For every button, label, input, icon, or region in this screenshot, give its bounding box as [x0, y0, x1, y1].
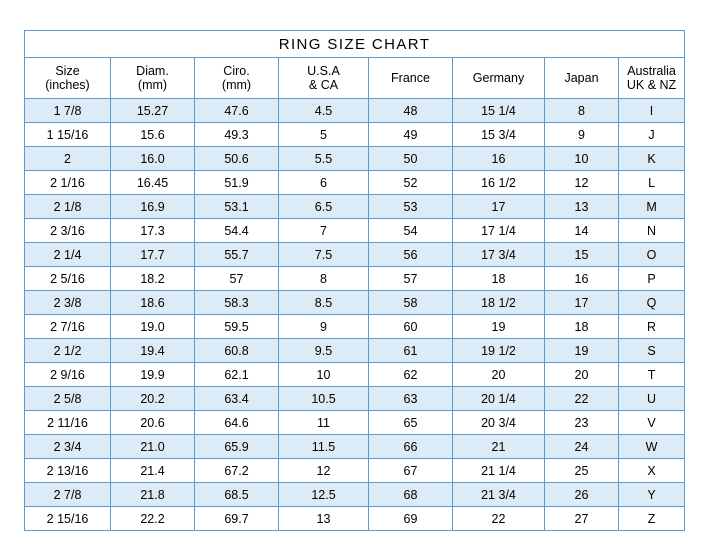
cell-australia: T	[619, 363, 685, 387]
cell-germany: 15 3/4	[453, 123, 545, 147]
cell-japan: 25	[545, 459, 619, 483]
cell-france: 49	[369, 123, 453, 147]
table-row	[25, 387, 685, 411]
column-header-size-line1: Size	[55, 64, 80, 78]
table-row	[25, 195, 685, 219]
cell-france: 69	[369, 507, 453, 531]
cell-australia: L	[619, 171, 685, 195]
cell-diameter: 21.8	[111, 483, 195, 507]
cell-australia: W	[619, 435, 685, 459]
cell-japan: 19	[545, 339, 619, 363]
cell-circumference: 49.3	[195, 123, 279, 147]
cell-circumference: 47.6	[195, 99, 279, 123]
cell-japan: 26	[545, 483, 619, 507]
title-row	[25, 31, 685, 58]
cell-australia: O	[619, 243, 685, 267]
column-header-france	[369, 58, 453, 99]
cell-france: 67	[369, 459, 453, 483]
ring-size-table	[24, 30, 685, 531]
cell-diameter: 18.2	[111, 267, 195, 291]
cell-size: 2 11/16	[25, 411, 111, 435]
cell-circumference: 67.2	[195, 459, 279, 483]
cell-diameter: 21.0	[111, 435, 195, 459]
table-row	[25, 435, 685, 459]
cell-australia: N	[619, 219, 685, 243]
table-row	[25, 507, 685, 531]
cell-circumference: 65.9	[195, 435, 279, 459]
table-row	[25, 339, 685, 363]
cell-usa-ca: 9.5	[279, 339, 369, 363]
table-row	[25, 315, 685, 339]
cell-australia: V	[619, 411, 685, 435]
cell-germany: 15 1/4	[453, 99, 545, 123]
cell-diameter: 21.4	[111, 459, 195, 483]
cell-diameter: 15.6	[111, 123, 195, 147]
cell-france: 54	[369, 219, 453, 243]
column-header-usa-ca-line2: & CA	[308, 78, 339, 92]
cell-japan: 12	[545, 171, 619, 195]
cell-germany: 16	[453, 147, 545, 171]
column-header-australia-line1: Australia	[627, 64, 676, 78]
cell-usa-ca: 7.5	[279, 243, 369, 267]
cell-japan: 22	[545, 387, 619, 411]
cell-diameter: 19.4	[111, 339, 195, 363]
cell-japan: 23	[545, 411, 619, 435]
table-row	[25, 459, 685, 483]
cell-germany: 20	[453, 363, 545, 387]
cell-usa-ca: 12	[279, 459, 369, 483]
cell-diameter: 17.7	[111, 243, 195, 267]
cell-usa-ca: 4.5	[279, 99, 369, 123]
column-header-size-line2: (inches)	[45, 78, 90, 92]
cell-germany: 16 1/2	[453, 171, 545, 195]
cell-usa-ca: 12.5	[279, 483, 369, 507]
column-header-circumference-line1: Ciro.	[223, 64, 250, 78]
column-header-australia-line2: UK & NZ	[626, 78, 677, 92]
cell-size: 1 15/16	[25, 123, 111, 147]
column-header-usa-ca	[279, 58, 369, 99]
cell-germany: 17 3/4	[453, 243, 545, 267]
cell-circumference: 58.3	[195, 291, 279, 315]
cell-circumference: 50.6	[195, 147, 279, 171]
cell-circumference: 60.8	[195, 339, 279, 363]
column-header-japan	[545, 58, 619, 99]
column-header-diameter	[111, 58, 195, 99]
column-header-diameter-line2: (mm)	[137, 78, 168, 92]
cell-japan: 16	[545, 267, 619, 291]
cell-france: 65	[369, 411, 453, 435]
cell-france: 60	[369, 315, 453, 339]
column-header-usa-ca-line1: U.S.A	[307, 64, 340, 78]
cell-australia: U	[619, 387, 685, 411]
column-header-france-line1: France	[391, 71, 430, 85]
cell-germany: 18	[453, 267, 545, 291]
cell-size: 2 7/16	[25, 315, 111, 339]
cell-australia: M	[619, 195, 685, 219]
cell-diameter: 17.3	[111, 219, 195, 243]
cell-diameter: 20.6	[111, 411, 195, 435]
cell-diameter: 19.9	[111, 363, 195, 387]
cell-circumference: 54.4	[195, 219, 279, 243]
cell-australia: Q	[619, 291, 685, 315]
table-row	[25, 123, 685, 147]
cell-usa-ca: 10.5	[279, 387, 369, 411]
cell-germany: 19 1/2	[453, 339, 545, 363]
cell-circumference: 53.1	[195, 195, 279, 219]
cell-australia: R	[619, 315, 685, 339]
cell-usa-ca: 6	[279, 171, 369, 195]
cell-usa-ca: 11	[279, 411, 369, 435]
column-header-japan-line1: Japan	[564, 71, 599, 85]
column-header-diameter-line1: Diam.	[136, 64, 169, 78]
table-row	[25, 243, 685, 267]
cell-france: 52	[369, 171, 453, 195]
cell-diameter: 16.9	[111, 195, 195, 219]
table-body	[25, 31, 685, 531]
cell-usa-ca: 11.5	[279, 435, 369, 459]
cell-australia: X	[619, 459, 685, 483]
cell-size: 2 3/8	[25, 291, 111, 315]
cell-japan: 10	[545, 147, 619, 171]
cell-size: 2 3/16	[25, 219, 111, 243]
table-row	[25, 267, 685, 291]
cell-japan: 13	[545, 195, 619, 219]
chart-title: RING SIZE CHART	[25, 31, 685, 58]
column-header-circumference-line2: (mm)	[221, 78, 252, 92]
cell-diameter: 16.45	[111, 171, 195, 195]
cell-usa-ca: 7	[279, 219, 369, 243]
cell-diameter: 19.0	[111, 315, 195, 339]
cell-germany: 20 3/4	[453, 411, 545, 435]
cell-france: 61	[369, 339, 453, 363]
table-row	[25, 99, 685, 123]
cell-japan: 14	[545, 219, 619, 243]
cell-japan: 9	[545, 123, 619, 147]
cell-france: 48	[369, 99, 453, 123]
cell-japan: 24	[545, 435, 619, 459]
column-header-germany-line1: Germany	[472, 71, 525, 85]
cell-france: 68	[369, 483, 453, 507]
cell-size: 2 1/16	[25, 171, 111, 195]
cell-japan: 8	[545, 99, 619, 123]
cell-australia: Y	[619, 483, 685, 507]
cell-germany: 21 3/4	[453, 483, 545, 507]
cell-diameter: 22.2	[111, 507, 195, 531]
cell-germany: 18 1/2	[453, 291, 545, 315]
cell-usa-ca: 6.5	[279, 195, 369, 219]
cell-usa-ca: 9	[279, 315, 369, 339]
header-row	[25, 58, 685, 99]
cell-circumference: 51.9	[195, 171, 279, 195]
cell-france: 56	[369, 243, 453, 267]
cell-size: 2	[25, 147, 111, 171]
cell-diameter: 20.2	[111, 387, 195, 411]
cell-australia: J	[619, 123, 685, 147]
table-row	[25, 411, 685, 435]
cell-size: 2 7/8	[25, 483, 111, 507]
table-row	[25, 291, 685, 315]
column-header-germany	[453, 58, 545, 99]
cell-france: 58	[369, 291, 453, 315]
cell-size: 2 15/16	[25, 507, 111, 531]
cell-usa-ca: 5.5	[279, 147, 369, 171]
table-row	[25, 483, 685, 507]
cell-diameter: 16.0	[111, 147, 195, 171]
cell-japan: 20	[545, 363, 619, 387]
column-header-circumference	[195, 58, 279, 99]
cell-size: 2 1/8	[25, 195, 111, 219]
cell-circumference: 69.7	[195, 507, 279, 531]
cell-circumference: 62.1	[195, 363, 279, 387]
cell-germany: 17 1/4	[453, 219, 545, 243]
cell-france: 50	[369, 147, 453, 171]
cell-size: 2 1/4	[25, 243, 111, 267]
cell-size: 2 9/16	[25, 363, 111, 387]
cell-diameter: 15.27	[111, 99, 195, 123]
ring-size-chart	[24, 30, 684, 531]
cell-germany: 21	[453, 435, 545, 459]
cell-australia: P	[619, 267, 685, 291]
column-header-size	[25, 58, 111, 99]
cell-diameter: 18.6	[111, 291, 195, 315]
table-row	[25, 363, 685, 387]
cell-circumference: 59.5	[195, 315, 279, 339]
cell-size: 2 1/2	[25, 339, 111, 363]
cell-germany: 22	[453, 507, 545, 531]
cell-size: 2 5/8	[25, 387, 111, 411]
cell-usa-ca: 8.5	[279, 291, 369, 315]
cell-japan: 27	[545, 507, 619, 531]
cell-france: 62	[369, 363, 453, 387]
cell-usa-ca: 8	[279, 267, 369, 291]
cell-australia: K	[619, 147, 685, 171]
cell-france: 53	[369, 195, 453, 219]
table-row	[25, 171, 685, 195]
cell-japan: 15	[545, 243, 619, 267]
cell-size: 2 13/16	[25, 459, 111, 483]
cell-circumference: 57	[195, 267, 279, 291]
cell-australia: S	[619, 339, 685, 363]
cell-germany: 19	[453, 315, 545, 339]
cell-australia: I	[619, 99, 685, 123]
cell-size: 1 7/8	[25, 99, 111, 123]
cell-usa-ca: 13	[279, 507, 369, 531]
cell-japan: 18	[545, 315, 619, 339]
cell-circumference: 63.4	[195, 387, 279, 411]
cell-germany: 20 1/4	[453, 387, 545, 411]
cell-germany: 21 1/4	[453, 459, 545, 483]
cell-japan: 17	[545, 291, 619, 315]
cell-circumference: 68.5	[195, 483, 279, 507]
cell-france: 66	[369, 435, 453, 459]
table-row	[25, 219, 685, 243]
cell-australia: Z	[619, 507, 685, 531]
cell-usa-ca: 10	[279, 363, 369, 387]
column-header-australia-uk-nz	[619, 58, 685, 99]
cell-size: 2 3/4	[25, 435, 111, 459]
cell-france: 63	[369, 387, 453, 411]
cell-germany: 17	[453, 195, 545, 219]
cell-france: 57	[369, 267, 453, 291]
table-row	[25, 147, 685, 171]
cell-size: 2 5/16	[25, 267, 111, 291]
cell-usa-ca: 5	[279, 123, 369, 147]
cell-circumference: 55.7	[195, 243, 279, 267]
cell-circumference: 64.6	[195, 411, 279, 435]
